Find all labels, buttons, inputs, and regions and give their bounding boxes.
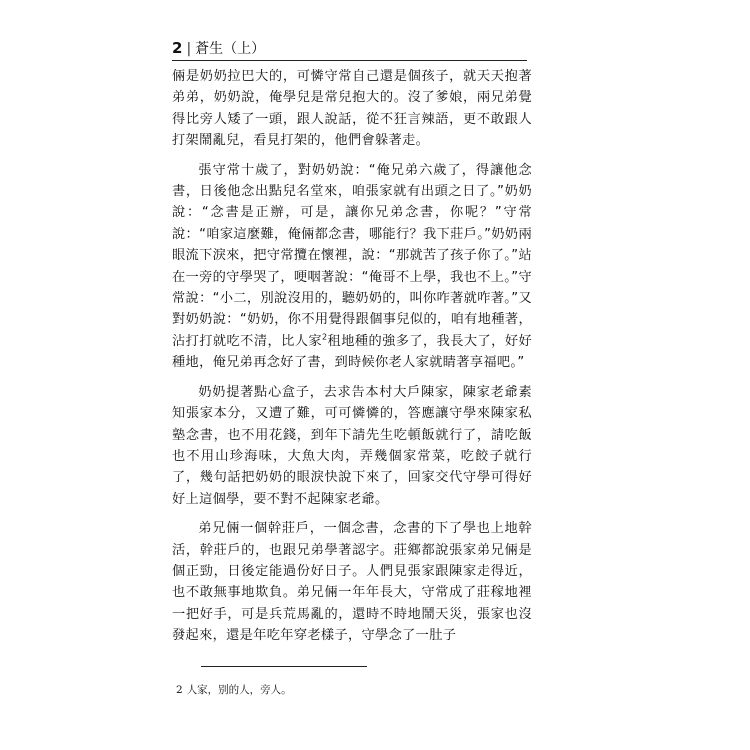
book-title: 蒼生（上） bbox=[195, 41, 266, 57]
running-header bbox=[172, 38, 527, 61]
footnote-text: 人家，别的人，旁人。 bbox=[186, 684, 292, 696]
paragraph: 奶奶提著點心盒子，去求告本村大戶陳家，陳家老爺素知張家本分，又遭了難，可可憐憐的，答應讓守學來陳家私塾念書，也不用花錢，到年下請先生吃頓飯就行了，請吃飯也不用山珍海味，大魚大肉，弄幾個家常菜，吃餃子就行了，幾句話把奶奶的眼淚快說下來了，回家交代守學可得好好上這個學，要不對不起陳家老爺。 bbox=[172, 384, 532, 507]
paragraph: 弟兄倆一個幹莊戶，一個念書，念書的下了學也上地幹活，幹莊戶的，也跟兄弟學著認字。莊鄉都說張家弟兄倆是個正勁，日後定能過份好日子。人們見張家跟陳家走得近，也不敢無事地欺負。弟兄倆一年年長大，守常成了莊稼地裡一把好手，可是兵荒馬亂的，還時不時地鬧天災，張家也沒發起來，還是年吃年穿老樣子，守學念了一肚子 bbox=[172, 521, 532, 644]
page-number: 2 bbox=[172, 39, 183, 57]
paragraph-text: 租地種的強多了，我長大了，好好種地，俺兄弟再念好了書，到時候你老人家就睛著享福吧。” bbox=[172, 333, 532, 371]
paragraph bbox=[172, 160, 532, 374]
footnote-divider bbox=[201, 666, 367, 667]
paragraph: 倆是奶奶拉巴大的，可憐守常自己還是個孩子，就天天抱著弟弟，奶奶說，俺學兒是常兒抱大的。沒了爹娘，兩兄弟覺得比旁人矮了一頭，跟人說話，從不狂言辣語，更不敢跟人打架鬧亂兒，看見打架的，他們會躲著走。 bbox=[172, 69, 532, 149]
header-separator: | bbox=[186, 41, 192, 57]
footnote bbox=[176, 682, 292, 697]
paragraph-text: 張守常十歲了，對奶奶說：“俺兄弟六歲了，得讓他念書，日後他念出點兒名堂來，咱張家就有出頭之日了。”奶奶說：“念書是正辦，可是，讓你兄弟念書，你呢？”守常說：“咱家這麼難，俺倆都念書，哪能行？我下莊戶。”奶奶兩眼流下淚來，把守常攬在懷裡，說：“那就苦了孩子你了。”站在一旁的守學哭了，哽咽著說：“俺哥不上學，我也不上。”守常說：“小二，別說沒用的，聽奶奶的，叫你咋著就咋著。”又對奶奶說：“奶奶，你不用覺得跟個事兒似的，咱有地種著，沾打打就吃不清，比人家 bbox=[172, 162, 532, 349]
body-text bbox=[172, 66, 532, 655]
footnote-number: 2 bbox=[176, 684, 183, 696]
footnote-reference: 2 bbox=[322, 332, 328, 342]
